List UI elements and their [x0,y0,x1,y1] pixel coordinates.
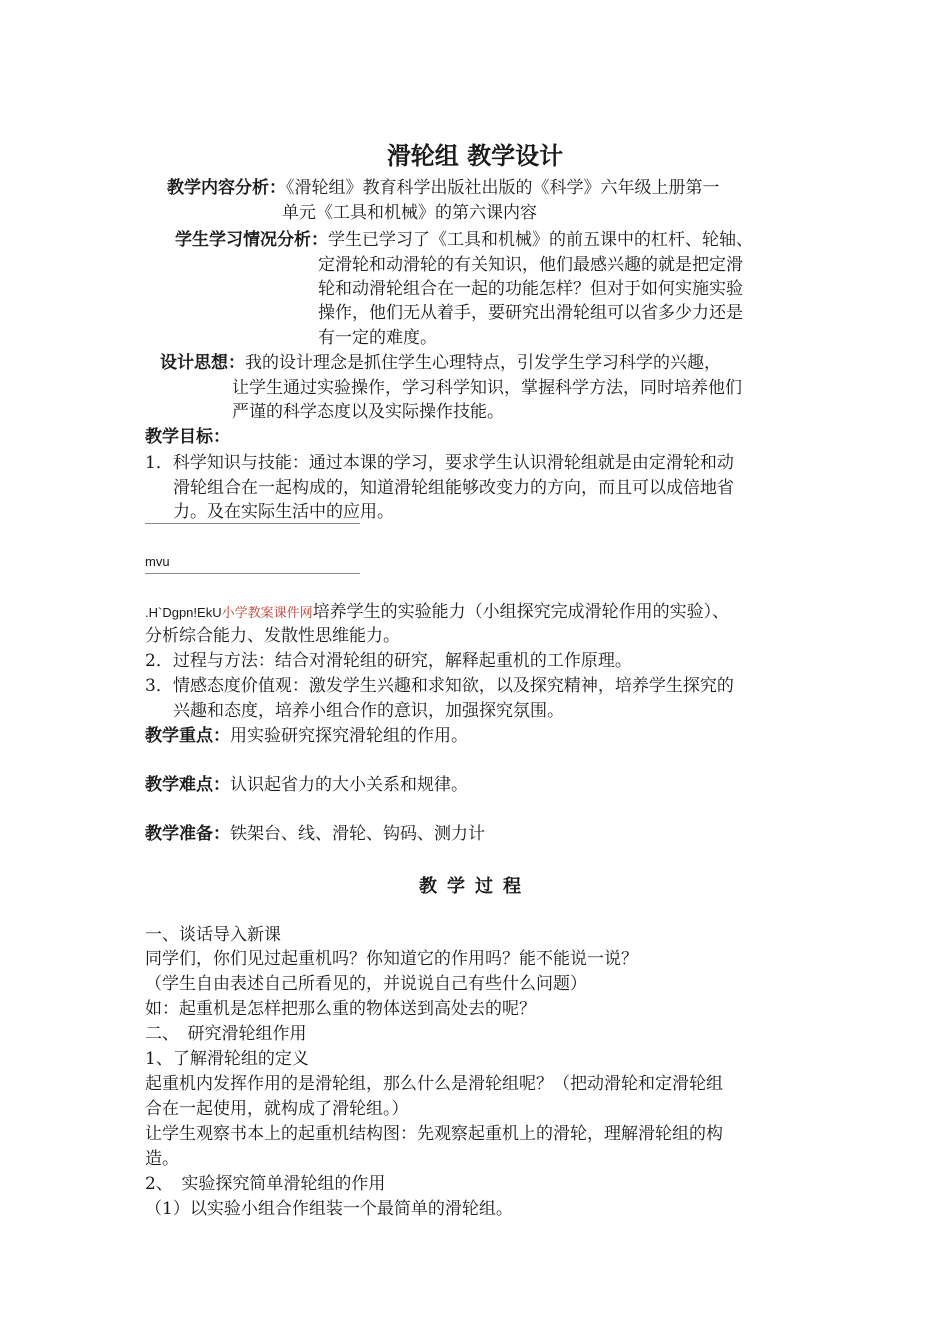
difficulty-label: 教学难点： [145,775,230,795]
key-point [145,724,468,748]
preparation-label: 教学准备： [145,824,230,844]
goal-2: 2．过程与方法：结合对滑轮组的研究，解释起重机的工作原理。 [145,651,632,671]
content-analysis-line-2: 单元《工具和机械》的第六课内容 [282,203,537,223]
student-analysis-line-3: 轮和动滑轮组合在一起的功能怎样？但对于如何实施实验 [318,279,743,299]
footer-note: mvu [145,554,170,569]
goal-1-continuation-line-2: 分析综合能力、发散性思维能力。 [145,626,400,646]
design-idea-line-2: 让学生通过实验操作，学习科学知识，掌握科学方法，同时培养他们 [232,378,742,398]
garbled-prefix: .H`Dgpn!EkU [145,605,222,620]
process-line: 造。 [145,1149,179,1169]
process-line: 如：起重机是怎样把那么重的物体送到高处去的呢？ [145,999,536,1019]
content-analysis-label: 教学内容分析： [167,178,286,198]
key-point-text: 用实验研究探究滑轮组的作用。 [230,726,468,746]
goal-1-line-2: 滑轮组合在一起构成的，知道滑轮组能够改变力的方向，而且可以成倍地省 [173,478,734,498]
student-analysis-text: 学生已学习了《工具和机械》的前五课中的杠杆、轮轴、 [328,230,753,250]
process-line: 一、谈话导入新课 [145,925,281,945]
goal-1-line-1: 1．科学知识与技能：通过本课的学习，要求学生认识滑轮组就是由定滑轮和动 [145,453,734,473]
process-line: 同学们，你们见过起重机吗？你知道它的作用吗？能不能说一说？ [145,949,638,969]
difficulty [145,773,468,797]
process-line: 让学生观察书本上的起重机结构图：先观察起重机上的滑轮，理解滑轮组的构 [145,1124,723,1144]
continuation-text: 培养学生的实验能力（小组探究完成滑轮作用的实验）、 [312,602,730,622]
goal-1-line-3: 力。及在实际生活中的应用。 [173,502,394,522]
page-break-rule-top [145,523,360,524]
goal-3-line-2: 兴趣和态度，培养小组合作的意识，加强探究氛围。 [173,701,564,721]
content-analysis-text: 《滑轮组》教育科学出版社出版的《科学》六年级上册第一 [286,178,720,198]
difficulty-text: 认识起省力的大小关系和规律。 [230,775,468,795]
student-analysis-line-2: 定滑轮和动滑轮的有关知识，他们最感兴趣的就是把定滑 [318,255,743,275]
design-idea-line-1 [160,351,721,375]
process-heading: 教学过程 [419,876,531,897]
preparation-text: 铁架台、线、滑轮、钩码、测力计 [230,824,485,844]
goal-3-line-1: 3．情感态度价值观：激发学生兴趣和求知欲，以及探究精神，培养学生探究的 [145,676,734,696]
content-analysis-line-1 [167,176,720,200]
page-break-rule-bottom [145,573,360,574]
goal-1-continuation-line-1 [145,600,729,626]
process-line: （1）以实验小组合作组装一个最简单的滑轮组。 [145,1199,513,1219]
design-idea-text: 我的设计理念是抓住学生心理特点，引发学生学习科学的兴趣， [245,353,721,373]
key-point-label: 教学重点： [145,726,230,746]
student-analysis-line-4: 操作，他们无从着手，要研究出滑轮组可以省多少力还是 [318,303,743,323]
process-line: 2、 实验探究简单滑轮组的作用 [145,1174,386,1194]
process-line: 1、了解滑轮组的定义 [145,1049,309,1069]
design-idea-line-3: 严谨的科学态度以及实际操作技能。 [232,402,504,422]
design-idea-label: 设计思想： [160,353,245,373]
preparation [145,822,485,846]
page-title: 滑轮组 教学设计 [386,142,564,170]
student-analysis-line-1 [175,228,753,252]
student-analysis-line-5: 有一定的难度。 [318,328,437,348]
process-line: 合在一起使用，就构成了滑轮组。） [145,1099,409,1119]
watermark-text: 小学教案课件网 [221,606,313,621]
process-line: （学生自由表述自己所看见的，并说说自己有些什么问题） [145,974,587,994]
process-line: 二、 研究滑轮组作用 [145,1024,307,1044]
process-line: 起重机内发挥作用的是滑轮组，那么什么是滑轮组呢？（把动滑轮和定滑轮组 [145,1074,723,1094]
student-analysis-label: 学生学习情况分析： [175,230,328,250]
goals-label: 教学目标： [145,427,230,447]
